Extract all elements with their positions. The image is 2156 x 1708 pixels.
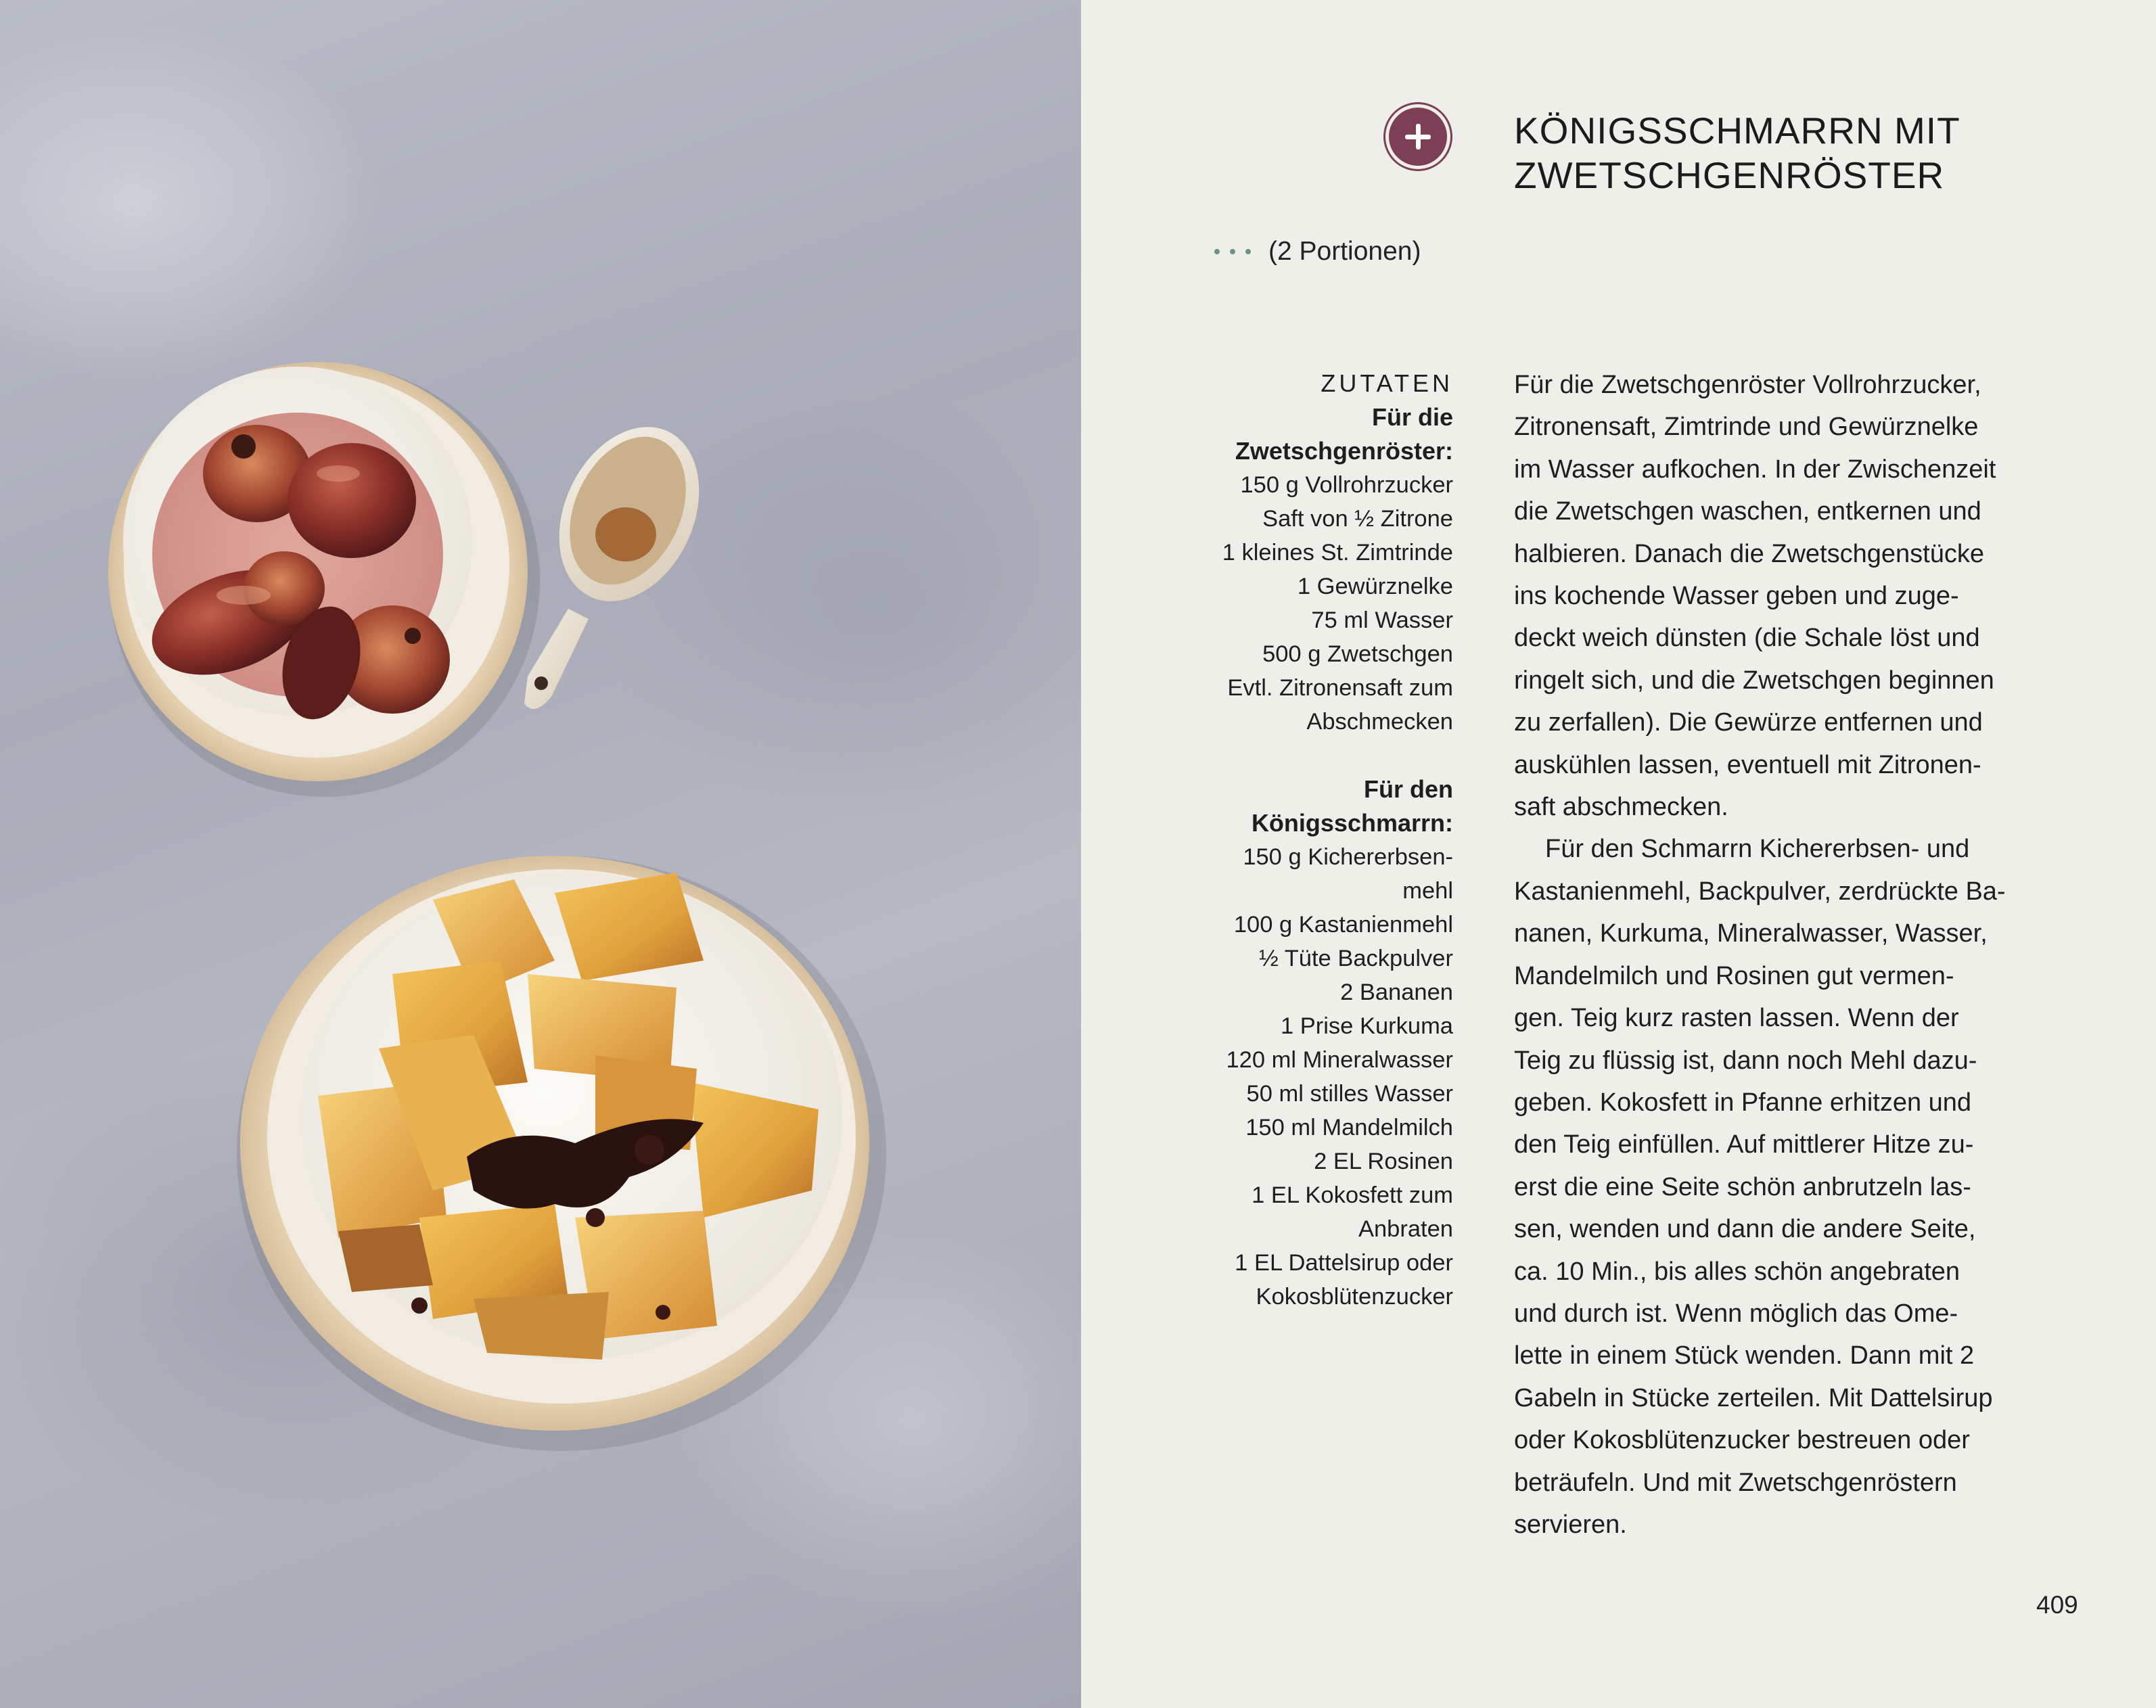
- ingredients-list: [1191, 367, 1453, 1314]
- ingredient-item: 1 EL Dattelsirup oder: [1235, 1250, 1453, 1276]
- ingredient-group-title: Für den: [1364, 775, 1453, 803]
- ingredient-item: 2 EL Rosinen: [1314, 1149, 1453, 1174]
- text-line: servieren.: [1514, 1510, 1627, 1539]
- text-line: die Zwetschgen waschen, entkernen und: [1514, 497, 1981, 526]
- ingredient-item: Anbraten: [1358, 1216, 1453, 1242]
- ingredient-item: 120 ml Mineralwasser: [1226, 1047, 1453, 1073]
- instructions: [1514, 364, 2015, 1546]
- plus-icon: [1385, 104, 1450, 169]
- text-line: lette in einem Stück wenden. Dann mit 2: [1514, 1341, 1975, 1370]
- ingredient-item: 50 ml stilles Wasser: [1246, 1081, 1453, 1107]
- ingredient-item: 100 g Kastanienmehl: [1233, 912, 1453, 938]
- ingredient-item: 75 ml Wasser: [1311, 607, 1453, 633]
- text-line: saft abschmecken.: [1514, 793, 1728, 822]
- ingredient-group-title: Zwetschgenröster:: [1235, 437, 1453, 465]
- text-line: und durch ist. Wenn möglich das Ome-: [1514, 1299, 1958, 1328]
- text-line: gen. Teig kurz rasten lassen. Wenn der: [1514, 1004, 1959, 1033]
- text-line: Kastanienmehl, Backpulver, zerdrückte Ba-: [1514, 877, 2006, 906]
- ingredient-item: 1 kleines St. Zimtrinde: [1222, 540, 1453, 566]
- text-line: Teig zu flüssig ist, dann noch Mehl dazu-: [1514, 1046, 1977, 1075]
- ingredient-item: Evtl. Zitronensaft zum: [1227, 675, 1453, 701]
- schmarrn-plate: [237, 856, 886, 1451]
- plum-bowl: [108, 362, 540, 797]
- text-line: Für die Zwetschgenröster Vollrohrzucker,: [1514, 371, 1981, 399]
- instructions-paragraph-1: [1514, 364, 2015, 828]
- text-line: ca. 10 Min., bis alles schön angebraten: [1514, 1257, 1960, 1286]
- ingredient-item: 500 g Zwetschgen: [1262, 641, 1453, 667]
- ingredients-heading: ZUTATEN: [1321, 369, 1453, 397]
- dots-icon: [1214, 249, 1251, 254]
- ingredient-item: 2 Bananen: [1340, 979, 1453, 1005]
- ingredient-item: 1 Gewürznelke: [1297, 574, 1453, 599]
- page-number: 409: [2036, 1591, 2078, 1619]
- text-line: Gabeln in Stücke zerteilen. Mit Dattelsirup: [1514, 1383, 1993, 1412]
- text-line: im Wasser aufkochen. In der Zwischenzeit: [1514, 455, 1996, 484]
- text-line: erst die eine Seite schön anbrutzeln las-: [1514, 1172, 1971, 1201]
- ingredient-item: 1 Prise Kurkuma: [1280, 1013, 1453, 1039]
- text-line: deckt weich dünsten (die Schale löst und: [1514, 624, 1980, 653]
- text-line: geben. Kokosfett in Pfanne erhitzen und: [1514, 1088, 1972, 1117]
- text-line: Mandelmilch und Rosinen gut vermen-: [1514, 961, 1954, 990]
- ingredient-item: Kokosblütenzucker: [1256, 1284, 1453, 1310]
- text-line: zu zerfallen). Die Gewürze entfernen und: [1514, 708, 1983, 737]
- ingredient-item: Abschmecken: [1306, 709, 1453, 735]
- title-line-2: ZWETSCHGENRÖSTER: [1514, 154, 1945, 196]
- text-line: den Teig einfüllen. Auf mittlerer Hitze zu-: [1514, 1130, 1974, 1159]
- ingredient-item: 1 EL Kokosfett zum: [1252, 1182, 1453, 1208]
- spice-spoon: [524, 404, 726, 709]
- text-line: auskühlen lassen, eventuell mit Zitronen-: [1514, 750, 1981, 779]
- text-line: ins kochende Wasser geben und zuge-: [1514, 582, 1959, 611]
- text-line: ringelt sich, und die Zwetschgen beginnen: [1514, 666, 1994, 695]
- ingredient-group-title: Für die: [1371, 403, 1453, 431]
- ingredient-item: ½ Tüte Backpulver: [1258, 946, 1453, 971]
- portions: [1214, 237, 1421, 267]
- instructions-paragraph-2: [1514, 828, 2015, 1546]
- text-line: oder Kokosblütenzucker bestreuen oder: [1514, 1426, 1970, 1455]
- ingredient-item: Saft von ½ Zitrone: [1262, 506, 1453, 532]
- text-line: nanen, Kurkuma, Mineralwasser, Wasser,: [1514, 919, 1988, 948]
- text-line: halbieren. Danach die Zwetschgenstücke: [1514, 539, 1984, 568]
- title-line-1: KÖNIGSSCHMARRN MIT: [1514, 110, 1960, 152]
- ingredient-group-title: Königsschmarrn:: [1251, 809, 1453, 837]
- ingredient-item: 150 g Vollrohrzucker: [1240, 472, 1453, 498]
- portions-label: (2 Portionen): [1268, 237, 1421, 266]
- text-line: sen, wenden und dann die andere Seite,: [1514, 1215, 1976, 1244]
- ingredient-item: 150 g Kichererbsen-: [1243, 844, 1453, 870]
- recipe-title: [1514, 108, 2069, 198]
- text-line: Zitronensaft, Zimtrinde und Gewürznelke: [1514, 413, 1979, 442]
- ingredient-item: mehl: [1402, 878, 1453, 904]
- text-line: Für den Schmarrn Kichererbsen- und: [1545, 835, 1970, 864]
- text-line: beträufeln. Und mit Zwetschgenröstern: [1514, 1468, 1957, 1497]
- ingredient-item: 150 ml Mandelmilch: [1245, 1115, 1453, 1140]
